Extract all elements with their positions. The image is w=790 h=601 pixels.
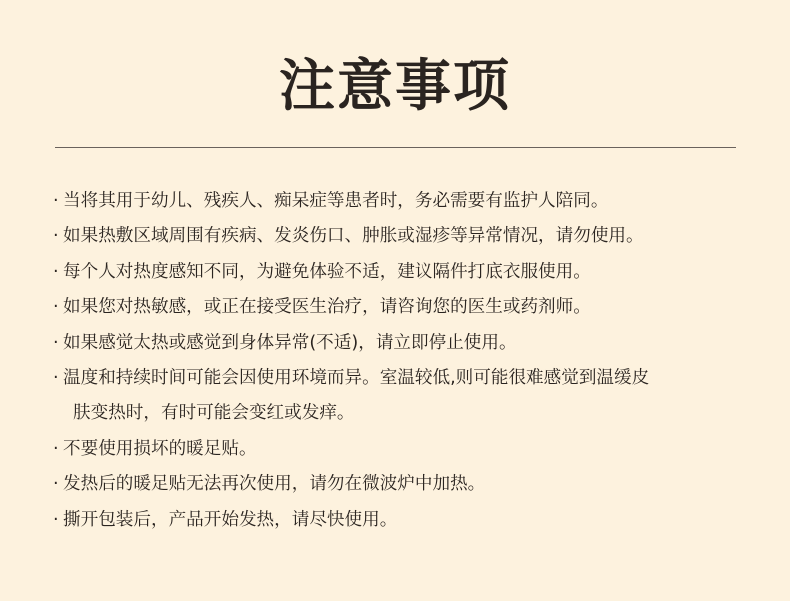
- bullet: ·: [53, 332, 59, 353]
- note-text-continued: 肤变热时，有时可能会变红或发痒。: [73, 403, 355, 424]
- bullet: ·: [53, 226, 59, 247]
- bullet: ·: [53, 368, 59, 389]
- note-text: 不要使用损坏的暖足贴。: [63, 438, 257, 459]
- note-text: 撕开包装后，产品开始发热，请尽快使用。: [63, 509, 398, 530]
- note-item: [53, 255, 743, 290]
- note-item: [53, 219, 743, 254]
- note-item: [53, 361, 743, 432]
- note-text: 如果感觉太热或感觉到身体异常(不适)，请立即停止使用。: [63, 332, 517, 353]
- note-text: 温度和持续时间可能会因使用环境而异。室温较低,则可能很难感觉到温缓皮: [63, 368, 650, 389]
- bullet: ·: [53, 261, 59, 282]
- note-text: 每个人对热度感知不同，为避免体验不适，建议隔件打底衣服使用。: [63, 261, 591, 282]
- bullet: ·: [53, 438, 59, 459]
- bullet: ·: [53, 297, 59, 318]
- note-item: [53, 467, 743, 502]
- note-text: 如果热敷区域周围有疾病、发炎伤口、肿胀或湿疹等异常情况，请勿使用。: [63, 226, 644, 247]
- bullet: ·: [53, 509, 59, 530]
- note-text: 当将其用于幼儿、残疾人、痴呆症等患者时，务必需要有监护人陪同。: [63, 191, 609, 211]
- page-title: 注意事项: [279, 54, 511, 119]
- note-item: [53, 432, 743, 467]
- title-divider: [55, 147, 736, 148]
- notes-list: [53, 184, 743, 538]
- note-item: [53, 184, 743, 219]
- note-text: 发热后的暖足贴无法再次使用，请勿在微波炉中加热。: [63, 474, 486, 495]
- note-text: 如果您对热敏感，或正在接受医生治疗，请咨询您的医生或药剂师。: [63, 297, 591, 318]
- note-item: [53, 326, 743, 361]
- bullet: ·: [53, 474, 59, 495]
- note-item: [53, 290, 743, 325]
- bullet: ·: [53, 191, 59, 211]
- note-item: [53, 503, 743, 538]
